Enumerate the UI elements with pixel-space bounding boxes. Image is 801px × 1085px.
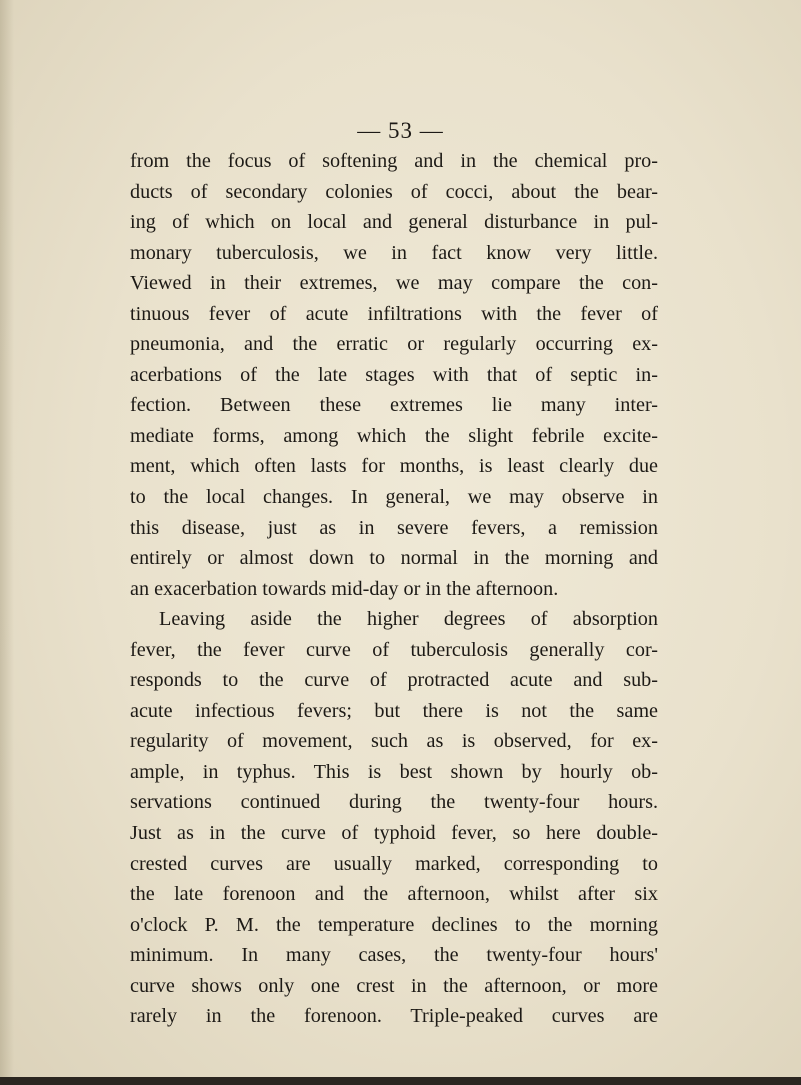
body-text: [130, 146, 658, 1032]
text-line: the late forenoon and the afternoon, whilst after six: [130, 883, 658, 906]
page-number: — 53 —: [357, 118, 444, 143]
text-line: entirely or almost down to normal in the morning and: [130, 547, 658, 570]
text-line: ment, which often lasts for months, is least clearly due: [130, 455, 658, 478]
text-line: rarely in the forenoon. Triple-peaked curves are: [130, 1005, 658, 1028]
text-line: to the local changes. In general, we may observe in: [130, 486, 658, 509]
text-line: crested curves are usually marked, corresponding to: [130, 852, 658, 875]
text-line: monary tuberculosis, we in fact know very little.: [130, 241, 658, 264]
text-line: acerbations of the late stages with that of septic in-: [130, 363, 658, 386]
text-line: o'clock P. M. the temperature declines to the morning: [130, 913, 658, 936]
text-line: pneumonia, and the erratic or regularly occurring ex-: [130, 333, 658, 356]
text-line: fection. Between these extremes lie many inter-: [130, 394, 658, 417]
page-bottom-edge: [0, 1077, 801, 1085]
text-line: an exacerbation towards mid-day or in the afternoon.: [130, 577, 559, 600]
text-line: ample, in typhus. This is best shown by hourly ob-: [130, 760, 658, 783]
text-line: regularity of movement, such as is observed, for ex-: [130, 730, 658, 753]
text-line: from the focus of softening and in the chemical pro-: [130, 150, 658, 172]
text-line: this disease, just as in severe fevers, a remission: [130, 516, 658, 539]
text-line: curve shows only one crest in the afternoon, or more: [130, 974, 658, 997]
text-line: minimum. In many cases, the twenty-four hours': [130, 944, 658, 967]
text-line: ing of which on local and general disturbance in pul-: [130, 211, 658, 234]
text-line: fever, the fever curve of tuberculosis generally cor-: [130, 638, 658, 661]
text-line: mediate forms, among which the slight febrile excite-: [130, 424, 658, 447]
text-line: ducts of secondary colonies of cocci, about the bear-: [130, 180, 658, 203]
text-line: tinuous fever of acute infiltrations with the fever of: [130, 302, 658, 325]
text-line: responds to the curve of protracted acute and sub-: [130, 669, 658, 692]
text-line: Viewed in their extremes, we may compare the con-: [130, 272, 658, 295]
text-line: acute infectious fevers; but there is not the same: [130, 699, 658, 722]
page-edge-shadow: [0, 0, 14, 1085]
text-line: Leaving aside the higher degrees of absorption: [159, 608, 658, 631]
text-line: Just as in the curve of typhoid fever, so here double-: [130, 822, 658, 845]
text-line: servations continued during the twenty-four hours.: [130, 791, 658, 814]
